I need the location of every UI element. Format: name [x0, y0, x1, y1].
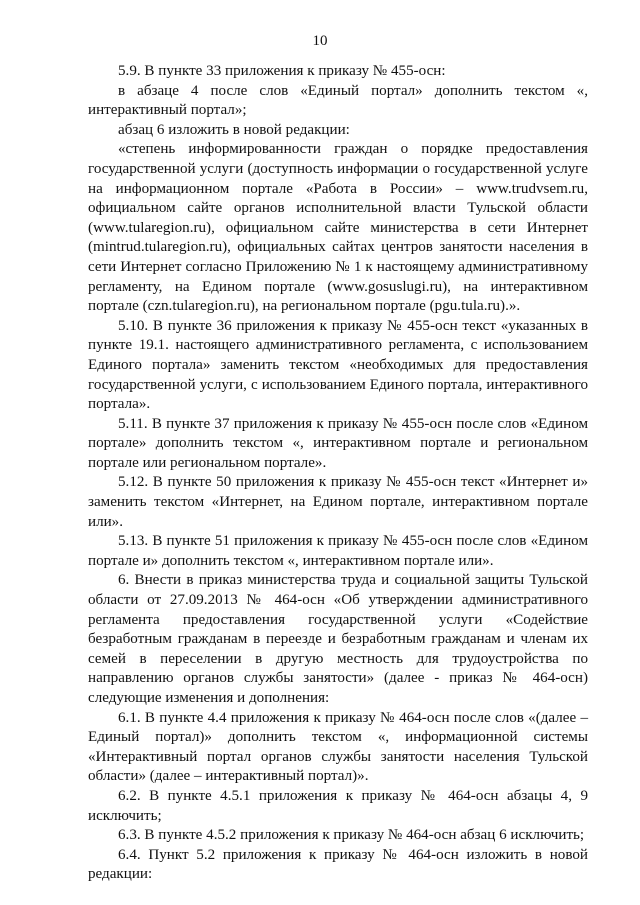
page-number: 10 — [312, 33, 328, 49]
paragraph-5-9-abzac-4: в абзаце 4 после слов «Единый портал» дополнить текстом «, интерактивный портал»; — [88, 82, 588, 119]
paragraph-6-4: 6.4. Пункт 5.2 приложения к приказу № 464-осн изложить в новой редакции: — [88, 846, 588, 883]
paragraph-6: 6. Внести в приказ министерства труда и социальной защиты Тульской области от 27.09.2013 № 464-осн «Об утверждении административного регламента предоставления государственной услуги «Содействие безработным гражданам в переезде и безработным гражданам и членам их семей в переселении в другую местность для трудоустройства по направлению органов службы занятости» (далее - приказ № 464-осн) следующие изменения и дополнения: — [88, 572, 588, 706]
paragraph-5-9: 5.9. В пункте 33 приложения к приказу № 455-осн: — [118, 63, 446, 79]
paragraph-5-9-new-text: «степень информированности граждан о порядке предоставления государственной услуги (доступность информации о государственной услуге на информационном портале «Работа в России» – www.trudvsem.ru, официальном сайте органов исполнительной власти Тульской области (www.tularegion.ru), официальном сайте министерства в сети Интернет (mintrud.tularegion.ru), официальных сайтах центров занятости населения в сети Интернет согласно Приложению № 1 к настоящему административному регламенту, на Едином портале (www.gosuslugi.ru), на интерактивном портале (czn.tularegion.ru), на региональном портале (pgu.tula.ru).». — [88, 141, 588, 315]
paragraph-6-1: 6.1. В пункте 4.4 приложения к приказу № 464-осн после слов «(далее – Единый портал)» дополнить текстом «, информационной системы «Интерактивный портал органов службы занятости населения Тульской области» (далее – интерактивный портал)». — [88, 709, 588, 785]
paragraph-5-13: 5.13. В пункте 51 приложения к приказу № 455-осн после слов «Едином портале и» дополнить текстом «, интерактивном портале или». — [88, 533, 588, 569]
paragraph-6-3: 6.3. В пункте 4.5.2 приложения к приказу № 464-осн абзац 6 исключить; — [118, 827, 585, 844]
paragraph-6-2: 6.2. В пункте 4.5.1 приложения к приказу № 464-осн абзацы 4, 9 исключить; — [88, 787, 588, 824]
paragraph-5-10: 5.10. В пункте 36 приложения к приказу № 455-осн текст «указанных в пункте 19.1. настоящего административного регламента, с использованием Единого портала» заменить текстом «необходимых для предоставления государственной услуги, с использованием Единого портала, интерактивного портала». — [88, 317, 588, 413]
document-body — [88, 62, 588, 885]
paragraph-5-11: 5.11. В пункте 37 приложения к приказу № 455-осн после слов «Едином портале» дополнить текстом «, интерактивном портале и региональном портале или региональном портале». — [88, 415, 588, 471]
paragraph-5-9-abzac-6-intro: абзац 6 изложить в новой редакции: — [118, 121, 350, 138]
paragraph-5-12: 5.12. В пункте 50 приложения к приказу № 455-осн текст «Интернет и» заменить текстом «Интернет, на Едином портале, интерактивном портале или». — [88, 474, 588, 530]
